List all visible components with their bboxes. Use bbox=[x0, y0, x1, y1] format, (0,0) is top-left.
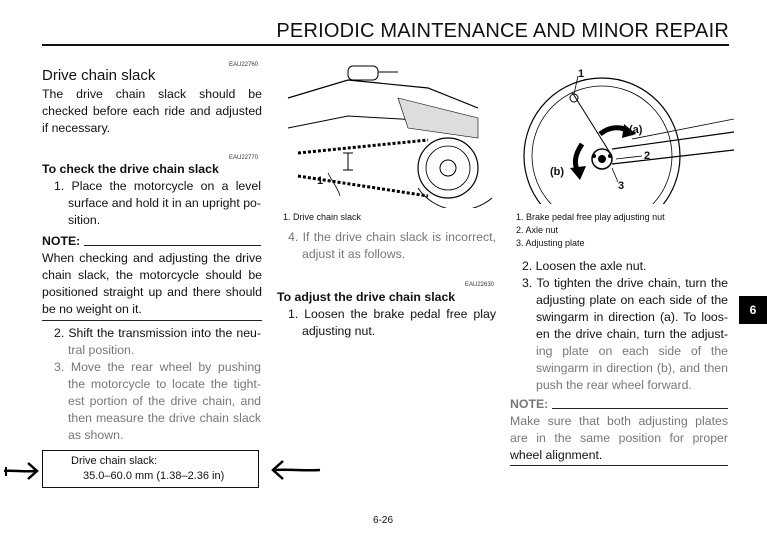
handdrawn-right-arrow-icon bbox=[2, 460, 40, 482]
figure-callout-2: 2 bbox=[644, 150, 651, 162]
step-3 bbox=[54, 359, 261, 444]
note-line: positioned straight up and there should bbox=[42, 285, 262, 299]
page-number: 6-26 bbox=[373, 515, 394, 526]
step-line: adjust it as follows. bbox=[302, 247, 406, 261]
page-header-title: PERIODIC MAINTENANCE AND MINOR REPAIR bbox=[276, 20, 729, 42]
step-line: 3. Move the rear wheel by pushing bbox=[54, 360, 261, 374]
step-2 bbox=[54, 325, 261, 359]
step-line: adjusting plate on each side of the bbox=[536, 293, 728, 307]
spec-box bbox=[42, 450, 259, 488]
step-line: 3. To tighten the drive chain, turn the bbox=[522, 276, 728, 290]
intro-line: if necessary. bbox=[42, 121, 111, 135]
step-1 bbox=[54, 178, 261, 229]
subheading-adjust: To adjust the drive chain slack bbox=[277, 290, 456, 304]
note-end-rule bbox=[42, 320, 262, 321]
note-line: When checking and adjusting the drive bbox=[42, 251, 262, 265]
note-line: are in the same position for proper bbox=[510, 431, 728, 445]
step-line: ing plate on each side of the bbox=[536, 344, 728, 358]
step-line: 1. Loosen the brake pedal free play bbox=[288, 307, 496, 321]
note-line: Make sure that both adjusting plates bbox=[510, 414, 728, 428]
step-4 bbox=[288, 229, 496, 263]
step-line: 1. Place the motorcycle on a level bbox=[54, 179, 261, 193]
figure-caption: 1. Drive chain slack bbox=[283, 212, 362, 222]
adjust-step-2: 2. Loosen the axle nut. bbox=[522, 259, 647, 273]
intro-line: checked before each ride and adjusted bbox=[42, 104, 262, 118]
note-label: NOTE: bbox=[510, 397, 549, 411]
step-line: push the rear wheel forward. bbox=[536, 378, 692, 392]
step-line: adjusting nut. bbox=[302, 324, 376, 338]
step-line: then measure the drive chain slack bbox=[68, 411, 261, 425]
spec-value: 35.0–60.0 mm (1.38–2.36 in) bbox=[83, 470, 225, 482]
note-label: NOTE: bbox=[42, 234, 81, 248]
reference-code: EAU22760 bbox=[229, 62, 259, 68]
caption-line: 2. Axle nut bbox=[516, 225, 559, 235]
intro-paragraph bbox=[42, 86, 262, 137]
note-rule bbox=[84, 245, 261, 246]
figure-callout-1: 1 bbox=[578, 68, 585, 80]
step-line: surface and hold it in an upright po- bbox=[68, 196, 261, 210]
step-line: 4. If the drive chain slack is incorrect, bbox=[288, 230, 496, 244]
handdrawn-left-arrow-icon bbox=[270, 458, 322, 482]
adjust-step-3 bbox=[522, 275, 728, 394]
chapter-tab: 6 bbox=[739, 296, 767, 324]
subheading-check: To check the drive chain slack bbox=[42, 162, 219, 176]
step-line: sition. bbox=[68, 213, 101, 227]
caption-line: 3. Adjusting plate bbox=[516, 238, 585, 248]
intro-line: The drive chain slack should be bbox=[42, 87, 262, 101]
reference-code: EAU22630 bbox=[465, 282, 495, 288]
note-line: chain slack, the motorcycle should be bbox=[42, 268, 262, 282]
note-paragraph bbox=[510, 413, 728, 464]
spec-label: Drive chain slack: bbox=[71, 455, 158, 467]
caption-line: 1. Brake pedal free play adjusting nut bbox=[516, 212, 665, 222]
section-title: Drive chain slack bbox=[42, 67, 156, 84]
figure-callout: 1 bbox=[317, 175, 324, 187]
step-line: swingarm in direction (b), and then bbox=[536, 361, 728, 375]
step-line: est portion of the drive chain, and bbox=[68, 394, 261, 408]
adjust-step-1 bbox=[288, 306, 496, 340]
reference-code: EAU22770 bbox=[229, 155, 259, 161]
figure-callout-a: (a) bbox=[629, 124, 643, 136]
note-end-rule bbox=[510, 465, 728, 466]
note-paragraph bbox=[42, 250, 262, 318]
step-line: 2. Shift the transmission into the neu- bbox=[54, 326, 261, 340]
step-line: tral position. bbox=[68, 343, 135, 357]
figure-callout-3: 3 bbox=[618, 180, 625, 192]
step-line: en the drive chain, turn the adjust- bbox=[536, 327, 728, 341]
note-line: be no weight on it. bbox=[42, 302, 142, 316]
note-rule bbox=[552, 408, 728, 409]
note-line: wheel alignment. bbox=[510, 448, 603, 462]
step-line: the motorcycle to locate the tight- bbox=[68, 377, 261, 391]
step-line: swingarm in direction (a). To loos- bbox=[536, 310, 728, 324]
figure-callout-b: (b) bbox=[550, 166, 565, 178]
figure-captions bbox=[516, 211, 665, 250]
drive-chain-figure bbox=[278, 58, 500, 208]
step-line: as shown. bbox=[68, 428, 124, 442]
header-rule bbox=[42, 44, 729, 46]
